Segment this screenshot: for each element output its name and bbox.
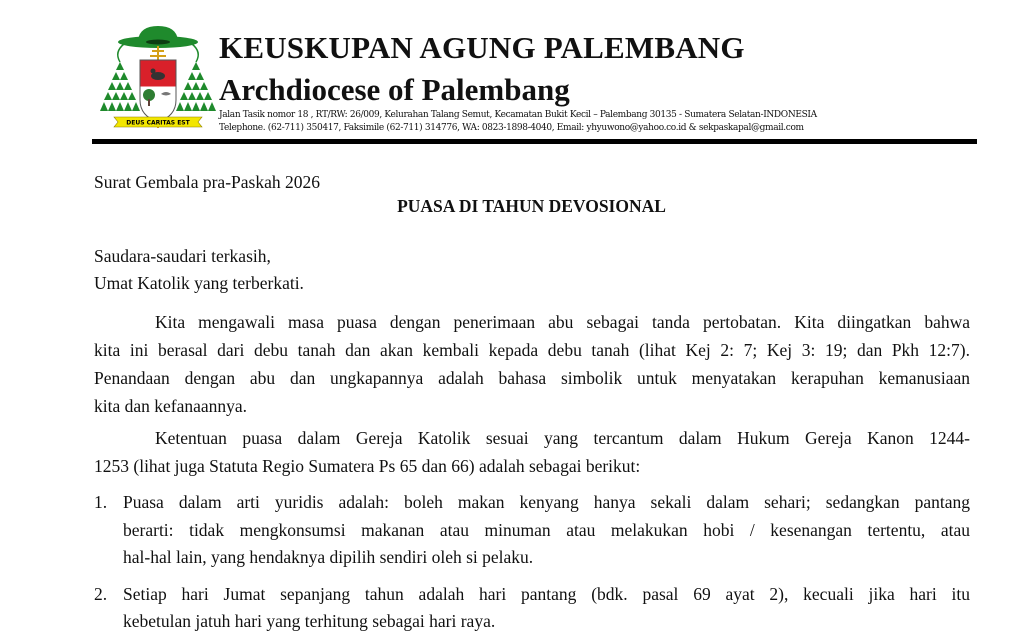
- tassels-left: [100, 62, 140, 111]
- header-rule: [92, 139, 977, 144]
- list-number: 1.: [94, 492, 108, 512]
- list-line: hal-hal lain, yang hendaknya dipilih sendiri oleh si pelaku.: [123, 547, 534, 567]
- list-line: kebetulan jatuh hari yang terhitung sebagai hari raya.: [123, 611, 496, 631]
- list-line: Setiap hari Jumat sepanjang tahun adalah hari pantang (bdk. pasal 69 ayat 2), kecuali jika hari itu: [123, 584, 970, 604]
- salutation-line: Saudara-saudari terkasih,: [94, 246, 271, 266]
- paragraph-line: Kita mengawali masa puasa dengan penerimaan abu sebagai tanda pertobatan. Kita diingatkan bahwa: [155, 312, 970, 332]
- contact-line: Telephone. (62-711) 350417, Faksimile (62-711) 314776, WA: 0823-1898-4040, Email: yhyuwono@yahoo.co.id & sekpaskapal@gmail.com: [219, 123, 804, 133]
- paragraph-line: Penandaan dengan abu dan ungkapannya adalah bahasa simbolik untuk menyatakan kerapuhan kemanusiaan: [94, 368, 970, 388]
- tassels-right: [176, 62, 216, 111]
- hat-crown: [138, 26, 178, 40]
- letter-heading: PUASA DI TAHUN DEVOSIONAL: [397, 196, 666, 216]
- paragraph-line: 1253 (lihat juga Statuta Regio Sumatera Ps 65 dan 66) adalah sebagai berikut:: [94, 456, 641, 476]
- paragraph-line: Ketentuan puasa dalam Gereja Katolik sesuai yang tercantum dalam Hukum Gereja Kanon 1244-: [155, 428, 970, 448]
- paragraph-line: kita dan kefanaannya.: [94, 396, 248, 416]
- paragraph-line: kita ini berasal dari debu tanah dan akan kembali kepada debu tanah (lihat Kej 2: 7; Kej 3: 19; dan Pkh 12:7).: [94, 340, 970, 360]
- salutation-line: Umat Katolik yang terberkati.: [94, 273, 304, 293]
- list-line: Puasa dalam arti yuridis adalah: boleh makan kenyang hanya sekali dalam sehari; sedangkan pantang: [123, 492, 970, 512]
- motto-text: DEUS CARITAS EST: [126, 119, 190, 127]
- diocese-title: KEUSKUPAN AGUNG PALEMBANG: [219, 30, 745, 65]
- letter-label: Surat Gembala pra-Paskah 2026: [94, 172, 320, 192]
- list-line: berarti: tidak mengkonsumsi makanan atau minuman atau melakukan hobi / kesenangan tertentu, atau: [123, 520, 970, 540]
- address-line: Jalan Tasik nomor 18 , RT/RW: 26/009, Kelurahan Talang Semut, Kecamatan Bukit Kecil – Palembang 30135 - Sumatera Selatan-INDONESIA: [219, 110, 817, 120]
- diocese-subtitle: Archdiocese of Palembang: [219, 72, 570, 107]
- coat-of-arms-icon: [100, 22, 216, 134]
- list-number: 2.: [94, 584, 108, 604]
